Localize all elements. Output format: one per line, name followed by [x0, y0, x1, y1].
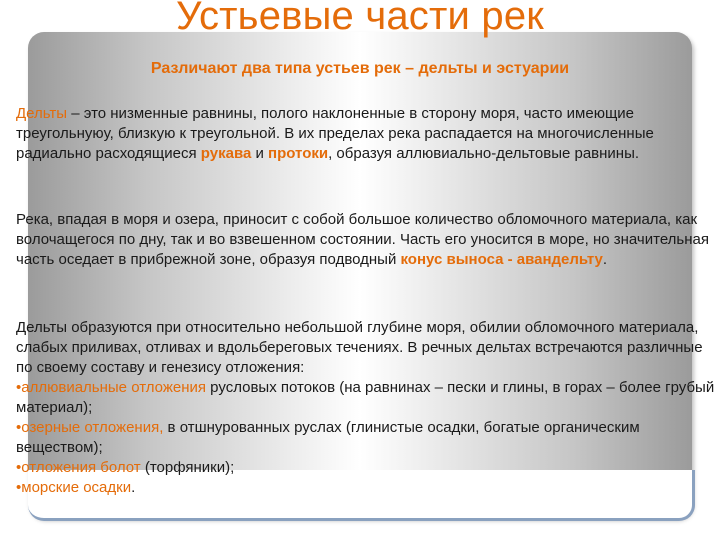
bullet: • — [16, 479, 22, 496]
term-branches: рукава — [200, 145, 252, 162]
bullet: • — [16, 459, 22, 476]
list-item: •отложения болот (торфяники); — [16, 459, 235, 476]
list-item: •озерные отложения, в отшнурованных руслах (глинистые осадки, богатые органическим веществом); — [16, 419, 640, 456]
paragraph-deposits — [16, 318, 716, 498]
list-item: •морские осадки. — [16, 479, 136, 496]
term-channels: протоки — [268, 145, 329, 162]
term-avandelta: конус выноса - авандельту — [400, 251, 603, 268]
deposits-intro: Дельты образуются при относительно небольшой глубине моря, обилии обломочного материала, слабых приливах, отливах и вдольбереговых течениях. В речных дельтах встречаются различные по своему составу и генезису отложения: — [16, 319, 703, 376]
bullet: • — [16, 379, 22, 396]
paragraph-deltas: Дельты – это низменные равнины, полого наклоненные в сторону моря, часто имеющие треугольнуюу, близкую к треугольной. В их пределах река распадается на многочисленные радиально расходящиеся рукава и протоки, образуя аллювиально-дельтовые равнины. — [16, 105, 654, 162]
term-deltas: Дельты — [16, 105, 68, 122]
list-item: •аллювиальные отложения русловых потоков (на равнинах – пески и глины, в горах – более грубый материал); — [16, 379, 715, 416]
subtitle: Различают два типа устьев рек – дельты и эстуарии — [150, 60, 570, 77]
slide-title: Устьевые части рек — [176, 0, 544, 38]
paragraph-sediment: Река, впадая в моря и озера, приносит с собой большое количество обломочного материала, как волочащегося по дну, так и во взвешенном состоянии. Часть его уносится в море, но значительная часть оседает в прибрежной зоне, образуя подводный конус выноса - авандельту. — [16, 211, 709, 268]
bullet: • — [16, 419, 22, 436]
